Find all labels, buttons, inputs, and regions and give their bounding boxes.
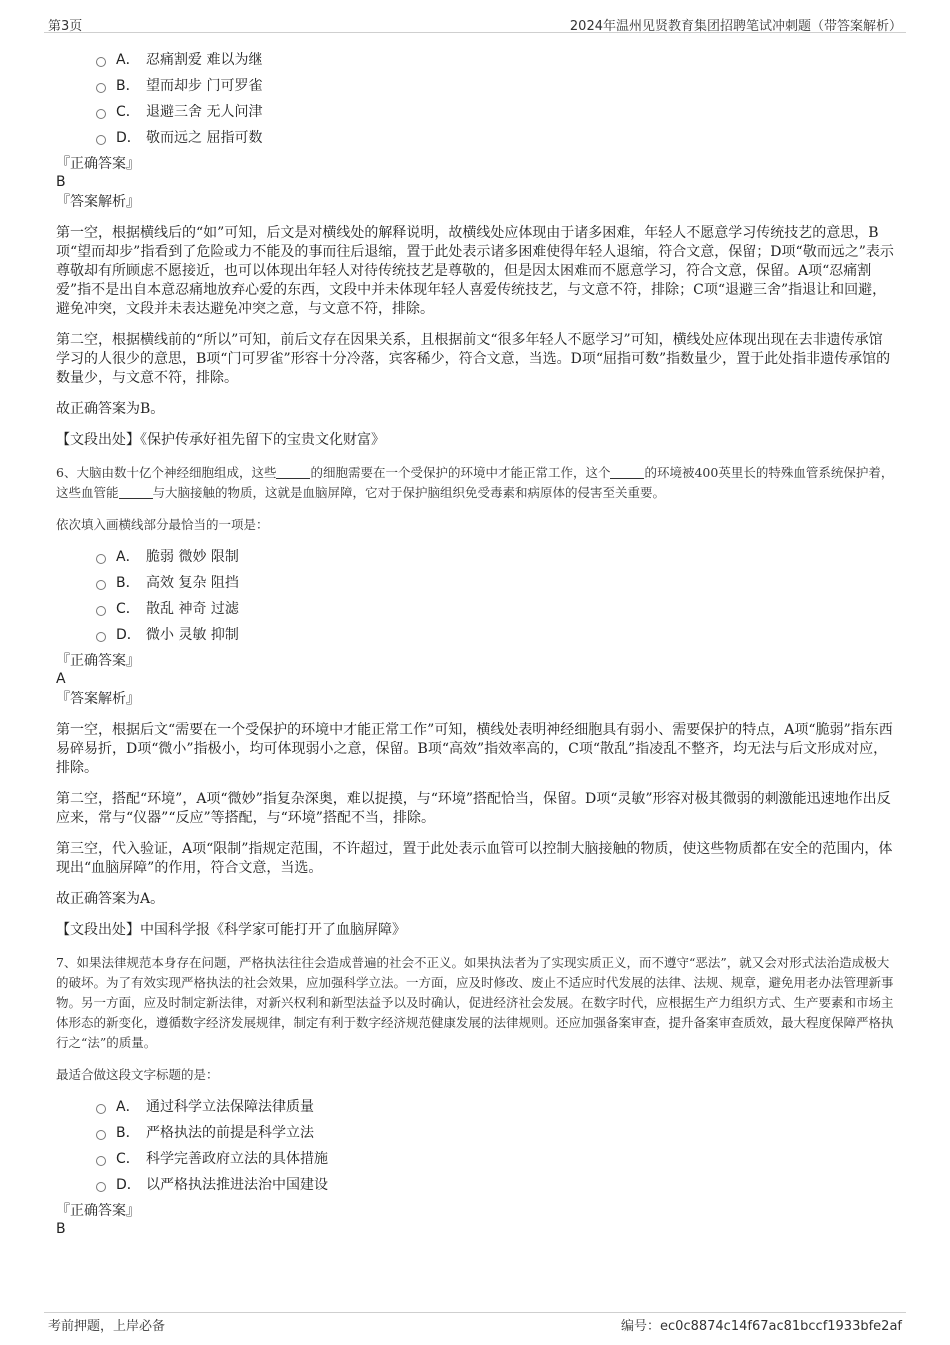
q6-stem: 6、大脑由数十亿个神经细胞组成，这些 的细胞需要在一个受保护的环境中才能正常工作，这个 的环境被400英里长的特殊血管系统保护着，这些血管能 与大脑接触的物质，这就是血脑屏障，它对于保护脑组织免受毒素和病原体的侵害至关重要。 [56,465,894,500]
q6-analysis-paragraph: 第三空，代入验证，A项“限制”指规定范围，不许超过，置于此处表示血管可以控制大脑接触的物质，使这些物质都在安全的范围内，体现出“血脑屏障”的作用，符合文意，当选。 [56,841,893,876]
q6-option-a[interactable]: A． 脆弱 微妙 限制 [96,544,896,570]
q6-analysis-paragraph: 第二空，搭配“环境”，A项“微妙”指复杂深奥，难以捉摸，与“环境”搭配恰当，保留。D项“灵敏”形容对极其微弱的刺激能迅速地作出反应来，常与“仪器”“反应”等搭配，与“环境”搭配不当，排除。 [56,791,891,826]
q5-source: 【文段出处】《保护传承好祖先留下的宝贵文化财富》 [56,432,385,448]
q7-options [96,1094,896,1198]
q6-options [96,544,896,648]
q6-answer-label: 『正确答案』 [56,653,140,669]
q5-option-d[interactable]: D． 敬而远之 屈指可数 [96,125,896,151]
document-title: 2024年温州见贤教育集团招聘笔试冲刺题（带答案解析） [569,19,902,34]
q6-analysis-label: 『答案解析』 [56,691,140,707]
q5-option-b[interactable]: B． 望而却步 门可罗雀 [96,73,896,99]
radio-icon[interactable] [96,580,106,590]
q6-option-c[interactable]: C． 散乱 神奇 过滤 [96,596,896,622]
radio-icon[interactable] [96,57,106,67]
q5-option-c[interactable]: C． 退避三舍 无人问津 [96,99,896,125]
q6-instruction: 依次填入画横线部分最恰当的一项是： [56,517,269,532]
q6-source: 【文段出处】中国科学报《科学家可能打开了血脑屏障》 [56,922,406,938]
radio-icon[interactable] [96,135,106,145]
q5-answer-label: 『正确答案』 [56,156,140,172]
document-code: 编号：ec0c8874c14f67ac81bccf1933bfe2af [621,1319,902,1334]
q6-option-b[interactable]: B． 高效 复杂 阻挡 [96,570,896,596]
q6-answer: A [56,671,66,687]
q6-conclusion: 故正确答案为A。 [56,891,165,907]
page-content [56,44,896,1238]
radio-icon[interactable] [96,83,106,93]
q7-instruction: 最适合做这段文字标题的是： [56,1067,219,1082]
radio-icon[interactable] [96,1156,106,1166]
page-footer [44,1312,906,1337]
q7-answer-label: 『正确答案』 [56,1203,140,1219]
q7-option-b[interactable]: B． 严格执法的前提是科学立法 [96,1120,896,1146]
q5-options [96,47,896,151]
q6-analysis-paragraph: 第一空，根据后文“需要在一个受保护的环境中才能正常工作”可知，横线处表明神经细胞具有弱小、需要保护的特点，A项“脆弱”指东西易碎易折，D项“微小”指极小，均可体现弱小之意，保留。B项“高效”指效率高的，C项“散乱”指凌乱不整齐，均无法与后文形成对应，排除。 [56,722,893,776]
radio-icon[interactable] [96,632,106,642]
fill-blank [276,466,310,479]
page-header [44,10,906,33]
q5-analysis-paragraph: 第二空，根据横线前的“所以”可知，前后文存在因果关系，且根据前文“很多年轻人不愿学习”可知，横线处应体现出现在去非遗传承馆学习的人很少的意思，B项“门可罗雀”形容十分冷落，宾客稀少，符合文意，当选。D项“屈指可数”指数量少，置于此处指非遗传承馆的数量少，与文意不符，排除。 [56,332,891,386]
radio-icon[interactable] [96,109,106,119]
footer-slogan: 考前押题，上岸必备 [48,1319,166,1334]
radio-icon[interactable] [96,554,106,564]
q7-answer: B [56,1221,66,1237]
fill-blank [610,466,644,479]
radio-icon[interactable] [96,1182,106,1192]
q7-option-d[interactable]: D． 以严格执法推进法治中国建设 [96,1172,896,1198]
q5-analysis-paragraph: 第一空，根据横线后的“如”可知，后文是对横线处的解释说明，故横线处应体现由于诸多困难，年轻人不愿意学习传统技艺的意思，B项“望而却步”指看到了危险或力不能及的事而往后退缩，置于此处表示诸多困难使得年轻人退缩，符合文意，保留；D项“敬而远之”表示尊敬却有所顾虑不愿接近，也可以体现出年轻人对待传统技艺是尊敬的，但是因太困难而不愿意学习，符合文意，保留。A项“忍痛割爱”指不是出自本意忍痛地放弃心爱的东西，文段中并未体现年轻人喜爱传统技艺，与文意不符，排除；C项“退避三舍”指退让和回避，避免冲突，文段并未表达避免冲突之意，与文意不符，排除。 [56,225,894,317]
fill-blank [119,486,153,499]
q5-answer: B [56,174,66,190]
radio-icon[interactable] [96,1130,106,1140]
q5-option-a[interactable]: A． 忍痛割爱 难以为继 [96,47,896,73]
q7-option-c[interactable]: C． 科学完善政府立法的具体措施 [96,1146,896,1172]
q6-option-d[interactable]: D． 微小 灵敏 抑制 [96,622,896,648]
q5-analysis-label: 『答案解析』 [56,194,140,210]
radio-icon[interactable] [96,1104,106,1114]
q7-option-a[interactable]: A． 通过科学立法保障法律质量 [96,1094,896,1120]
q5-conclusion: 故正确答案为B。 [56,401,165,417]
q7-stem: 7、如果法律规范本身存在问题，严格执法往往会造成普遍的社会不正义。如果执法者为了实现实质正义，而不遵守“恶法”，就又会对形式法治造成极大的破坏。为了有效实现严格执法的社会效果，应加强科学立法。一方面，应及时修改、废止不适应时代发展的法律、法规、规章，避免用老办法管理新事物。另一方面，应及时制定新法律，对新兴权利和新型法益予以及时确认，促进经济社会发展。在数字时代，应根据生产力组织方式、生产要素和市场主体形态的新变化，遵循数字经济发展规律，制定有利于数字经济规范健康发展的法律规则。还应加强备案审查，提升备案审查质效，最大程度保障严格执行之“法”的质量。 [56,955,894,1050]
radio-icon[interactable] [96,606,106,616]
page-number: 第3页 [48,19,83,34]
